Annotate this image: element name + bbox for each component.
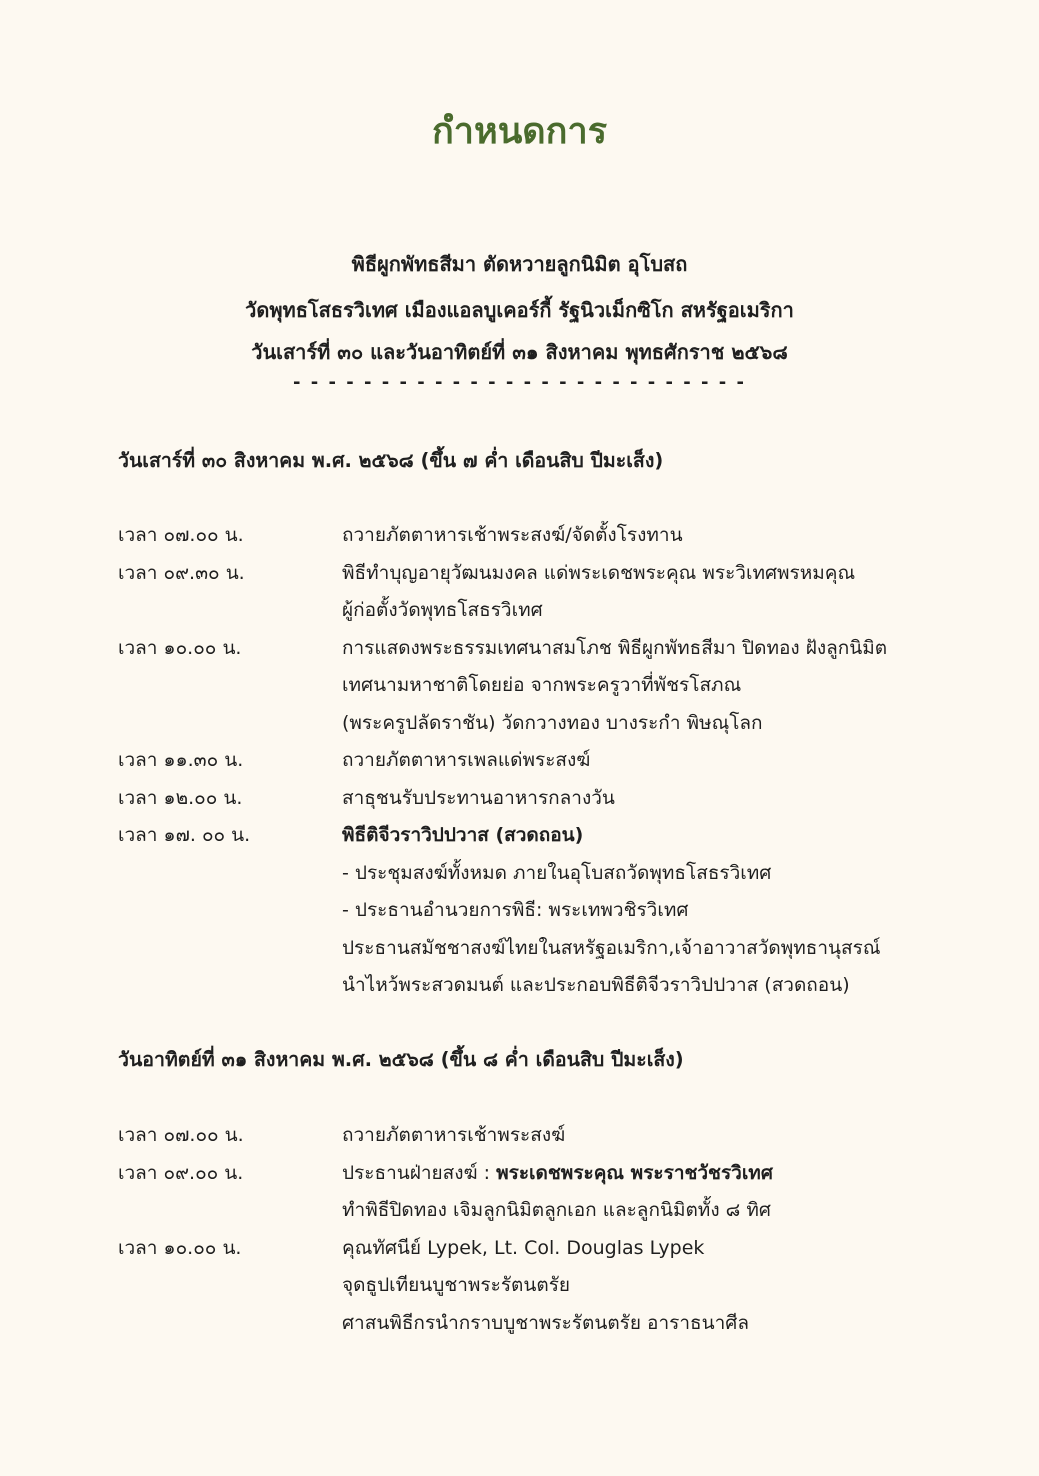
schedule-line-text: ผู้ก่อตั้งวัดพุทธโสธรวิเทศ xyxy=(342,599,543,621)
schedule-line-text: ประธานฝ่ายสงฆ์ : xyxy=(342,1161,497,1184)
schedule-line xyxy=(342,1230,938,1268)
ceremony-name: พิธีผูกพัทธสีมา ตัดหวายลูกนิมิต อุโบสถ xyxy=(351,252,688,276)
schedule-line xyxy=(342,892,938,930)
schedule-line-text: ประธานสมัชชาสงฆ์ไทยในสหรัฐอเมริกา,เจ้าอาวาสวัดพุทธานุสรณ์ xyxy=(342,936,881,959)
schedule-description xyxy=(342,1117,938,1155)
day2-schedule xyxy=(118,1117,938,1342)
schedule-line-text: - ประชุมสงฆ์ทั้งหมด ภายในอุโบสถวัดพุทธโสธรวิเทศ xyxy=(342,861,772,884)
schedule-line xyxy=(342,517,938,555)
schedule-line-text: - ประธานอำนวยการพิธี: พระเทพวชิรวิเทศ xyxy=(342,899,689,921)
schedule-line-text: จุดธูปเทียนบูชาพระรัตนตรัย xyxy=(342,1274,571,1296)
schedule-line xyxy=(342,967,938,1005)
day2-heading: วันอาทิตย์ที่ ๓๑ สิงหาคม พ.ศ. ๒๕๖๘ (ขึ้น ๘ ค่ำ เดือนสิบ ปีมะเส็ง) xyxy=(118,1048,684,1071)
ceremony-dates: วันเสาร์ที่ ๓๐ และวันอาทิตย์ที่ ๓๑ สิงหาคม พุทธศักราช ๒๕๖๘ xyxy=(251,340,788,364)
schedule-line xyxy=(342,817,938,855)
schedule-line-text: การแสดงพระธรรมเทศนาสมโภช พิธีผูกพัทธสีมา ปิดทอง ฝังลูกนิมิต xyxy=(342,636,888,659)
schedule-line-text: สาธุชนรับประทานอาหารกลางวัน xyxy=(342,786,615,809)
schedule-line xyxy=(342,1192,938,1230)
page-title: กำหนดการ xyxy=(431,111,608,152)
schedule-line-text: พิธีทำบุญอายุวัฒนมงคล แด่พระเดชพระคุณ พระวิเทศพรหมคุณ xyxy=(342,561,856,584)
schedule-line xyxy=(342,930,938,968)
schedule-description xyxy=(342,1230,938,1343)
schedule-row xyxy=(118,630,938,743)
schedule-row xyxy=(118,1230,938,1343)
schedule-time: เวลา ๐๗.๐๐ น. xyxy=(118,524,244,546)
schedule-description xyxy=(342,1155,938,1230)
schedule-line xyxy=(342,667,938,705)
temple-location: วัดพุทธโสธรวิเทศ เมืองแอลบูเคอร์กี้ รัฐนิวเม็กซิโก สหรัฐอเมริกา xyxy=(245,298,794,322)
separator-line: - - - - - - - - - - - - - - - - - - - - - - - - - - xyxy=(293,372,746,393)
schedule-time: เวลา ๑๐.๐๐ น. xyxy=(118,1236,242,1259)
schedule-description xyxy=(342,630,938,743)
schedule-time: เวลา ๑๒.๐๐ น. xyxy=(118,786,243,809)
schedule-time: เวลา ๐๙.๐๐ น. xyxy=(118,1161,244,1184)
schedule-line-text: ถวายภัตตาหารเช้าพระสงฆ์ xyxy=(342,1124,566,1146)
schedule-time: เวลา ๐๗.๐๐ น. xyxy=(118,1124,244,1146)
schedule-line-text: ศาสนพิธีกรนำกราบบูชาพระรัตนตรัย อาราธนาศีล xyxy=(342,1311,749,1334)
schedule-line xyxy=(342,1305,938,1343)
schedule-line-text: (พระครูปลัดราชัน) วัดกวางทอง บางระกำ พิษณุโลก xyxy=(342,711,763,734)
schedule-line xyxy=(342,1117,938,1155)
schedule-time: เวลา ๑๐.๐๐ น. xyxy=(118,636,242,659)
schedule-description xyxy=(342,742,938,780)
schedule-description xyxy=(342,517,938,555)
schedule-line xyxy=(342,1267,938,1305)
schedule-row xyxy=(118,555,938,630)
schedule-line xyxy=(342,630,938,668)
schedule-line xyxy=(342,592,938,630)
ceremony-heading xyxy=(0,243,1039,397)
schedule-row xyxy=(118,1155,938,1230)
schedule-description xyxy=(342,555,938,630)
schedule-line-text: เทศนามหาชาติโดยย่อ จากพระครูวาที่พัชรโสภณ xyxy=(342,674,742,696)
schedule-row xyxy=(118,817,938,1005)
schedule-description xyxy=(342,817,938,1005)
schedule-line-text: นำไหว้พระสวดมนต์ และประกอบพิธีติจีวราวิปปวาส (สวดถอน) xyxy=(342,974,850,996)
schedule-line-text: ถวายภัตตาหารเช้าพระสงฆ์/จัดตั้งโรงทาน xyxy=(342,524,683,546)
schedule-row xyxy=(118,742,938,780)
schedule-line-text: ทำพิธีปิดทอง เจิมลูกนิมิตลูกเอก และลูกนิมิตทั้ง ๘ ทิศ xyxy=(342,1199,771,1221)
day1-schedule xyxy=(118,517,938,1005)
schedule-line xyxy=(342,705,938,743)
schedule-line-text: พิธีติจีวราวิปปวาส (สวดถอน) xyxy=(342,824,584,846)
schedule-line-text: ถวายภัตตาหารเพลแด่พระสงฆ์ xyxy=(342,749,591,771)
schedule-line xyxy=(342,855,938,893)
schedule-description xyxy=(342,780,938,818)
schedule-line-bold-text: พระเดชพระคุณ พระราชวัชรวิเทศ xyxy=(496,1161,773,1184)
schedule-row xyxy=(118,1117,938,1155)
schedule-line xyxy=(342,1155,938,1193)
schedule-line-text: คุณทัศนีย์ Lypek, Lt. Col. Douglas Lypek xyxy=(342,1236,705,1259)
schedule-time: เวลา ๑๗. ๐๐ น. xyxy=(118,824,251,846)
day1-heading: วันเสาร์ที่ ๓๐ สิงหาคม พ.ศ. ๒๕๖๘ (ขึ้น ๗ ค่ำ เดือนสิบ ปีมะเส็ง) xyxy=(118,449,664,472)
schedule-row xyxy=(118,517,938,555)
schedule-line xyxy=(342,555,938,593)
schedule-line xyxy=(342,742,938,780)
schedule-time: เวลา ๐๙.๓๐ น. xyxy=(118,561,245,584)
schedule-row xyxy=(118,780,938,818)
schedule-line xyxy=(342,780,938,818)
schedule-time: เวลา ๑๑.๓๐ น. xyxy=(118,749,244,771)
